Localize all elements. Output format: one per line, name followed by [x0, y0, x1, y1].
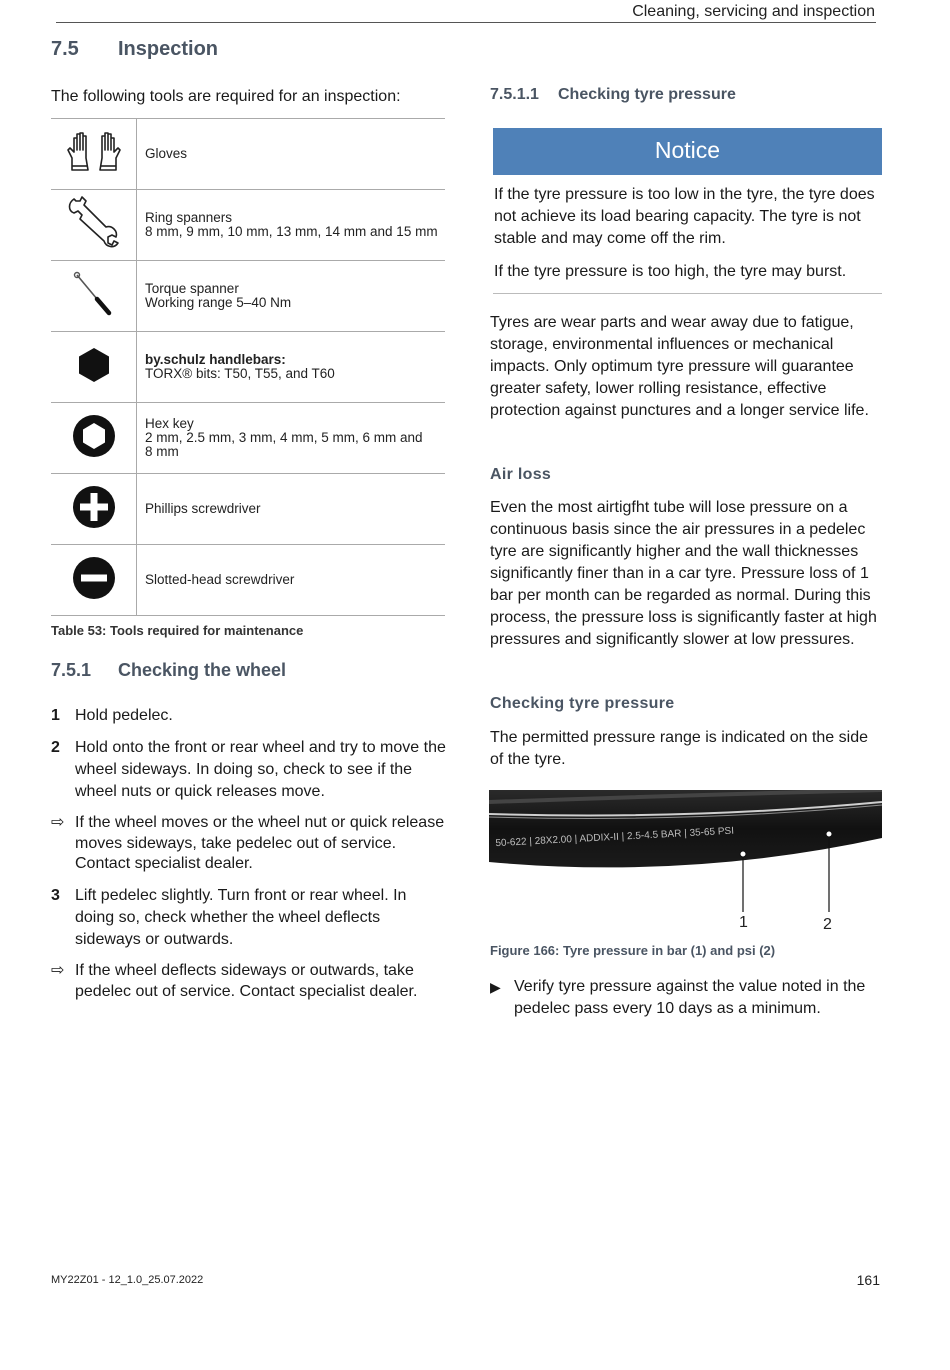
tyre-sidewall-text: 50-622 | 28X2.00 | ADDIX-II | 2.5-4.5 BAR | 35-65 PSI [495, 825, 735, 850]
notice-divider [493, 293, 882, 294]
section-number: 7.5 [51, 38, 79, 60]
phillips-screwdriver-icon [51, 474, 137, 545]
table-caption: Table 53: Tools required for maintenance [51, 623, 304, 638]
tool-row [51, 545, 445, 616]
tyre-photo [489, 790, 882, 940]
subsubsection-title: Checking tyre pressure [558, 86, 736, 103]
notice-text: If the tyre pressure is too high, the tyre may burst. [494, 263, 847, 280]
tool-detail: TORX® bits: T50, T55, and T60 [145, 366, 335, 381]
list-item [51, 813, 446, 875]
list-item [51, 961, 446, 1002]
footer-doc-id: MY22Z01 - 12_1.0_25.07.2022 [51, 1274, 204, 1286]
check-pressure-text: The permitted pressure range is indicated on the side of the tyre. [490, 729, 868, 768]
slotted-screwdriver-icon [51, 545, 137, 616]
section-heading [51, 38, 218, 61]
air-loss-text: Even the most airtigfht tube will lose pressure on a continuous basis since the air pressures in a pedelec tyre are significantly higher and the wall thicknesses significantly finer than in a car tyre. Pressure loss of 1 bar per month can be regarded as normal. During this process, the pressure loss is significantly faster at high pressures and significantly slower at low pressures. [490, 499, 877, 648]
step-text: Lift pedelec slightly. Turn front or rear wheel. In doing so, check whether the wheel deflects sideways or outwards. [75, 887, 407, 948]
subsubsection-number: 7.5.1.1 [490, 86, 539, 103]
tool-detail: 8 mm [145, 444, 179, 459]
tool-detail: Working range 5–40 Nm [145, 295, 292, 310]
figure-caption: Figure 166: Tyre pressure in bar (1) and psi (2) [490, 943, 776, 958]
check-pressure-heading: Checking tyre pressure [490, 695, 675, 712]
action-text: Verify tyre pressure against the value noted in the pedelec pass every 10 days as a minimum. [514, 978, 866, 1017]
tyre-figure [489, 790, 882, 940]
callout-1: 1 [739, 914, 748, 931]
action-item [490, 976, 885, 1020]
tool-row [51, 332, 445, 403]
tool-name: Slotted-head screwdriver [145, 572, 295, 587]
list-item [51, 705, 446, 727]
step-text: Hold onto the front or rear wheel and try to move the wheel sideways. In doing so, check to see if the wheel nuts or quick releases move. [75, 739, 446, 800]
play-arrow-icon: ▶ [490, 979, 501, 995]
tools-table [51, 118, 445, 616]
notice-banner: Notice [493, 128, 882, 175]
subsection-heading [51, 660, 286, 681]
step-number: 2 [51, 739, 60, 756]
page-number: 161 [856, 1272, 880, 1288]
running-header: Cleaning, servicing and inspection [632, 3, 875, 20]
tool-name: Hex key [145, 416, 194, 431]
hex-key-icon [51, 403, 137, 474]
step-text: Hold pedelec. [75, 707, 173, 724]
tool-row [51, 261, 445, 332]
tools-intro: The following tools are required for an inspection: [51, 88, 401, 105]
callout-2: 2 [823, 916, 832, 933]
torque-spanner-icon [51, 261, 137, 332]
step-text: If the wheel moves or the wheel nut or quick release moves sideways, take pedelec out of service. Contact specialist dealer. [75, 814, 445, 872]
hexagon-icon [51, 332, 137, 403]
tool-name: Ring spanners [145, 210, 233, 225]
section-title: Inspection [118, 38, 219, 60]
subsubsection-heading [490, 86, 736, 104]
result-arrow-icon: ⇨ [51, 814, 65, 831]
subsection-number: 7.5.1 [51, 660, 92, 680]
notice-text: If the tyre pressure is too low in the tyre, the tyre does not achieve its load bearing capacity. The tyre is not stable and may come off the rim. [494, 186, 875, 247]
tool-row [51, 190, 445, 261]
subsection-title: Checking the wheel [118, 660, 287, 680]
header-divider [56, 22, 876, 23]
list-item [51, 737, 446, 803]
body-paragraph: Tyres are wear parts and wear away due to fatigue, storage, environmental influences or mechanical impacts. Only optimum tyre pressure will guarantee greater safety, lower rolling resistance, effective protection against punctures and a longer service life. [490, 314, 869, 419]
tool-name: Phillips screwdriver [145, 501, 261, 516]
tool-name: Gloves [145, 146, 188, 161]
tool-name: by.schulz handlebars: [145, 352, 286, 367]
air-loss-heading: Air loss [490, 466, 552, 483]
tool-detail: 2 mm, 2.5 mm, 3 mm, 4 mm, 5 mm, 6 mm and [145, 430, 423, 445]
step-number: 1 [51, 707, 60, 724]
result-arrow-icon: ⇨ [51, 962, 65, 979]
gloves-icon [51, 119, 137, 190]
step-number: 3 [51, 887, 60, 904]
wrench-icon [51, 190, 137, 261]
tool-row [51, 403, 445, 474]
list-item [51, 885, 446, 951]
step-text: If the wheel deflects sideways or outwards, take pedelec out of service. Contact specialist dealer. [75, 962, 418, 1000]
tool-name: Torque spanner [145, 281, 239, 296]
tool-row [51, 119, 445, 190]
tool-row [51, 474, 445, 545]
tool-detail: 8 mm, 9 mm, 10 mm, 13 mm, 14 mm and 15 mm [145, 224, 438, 239]
